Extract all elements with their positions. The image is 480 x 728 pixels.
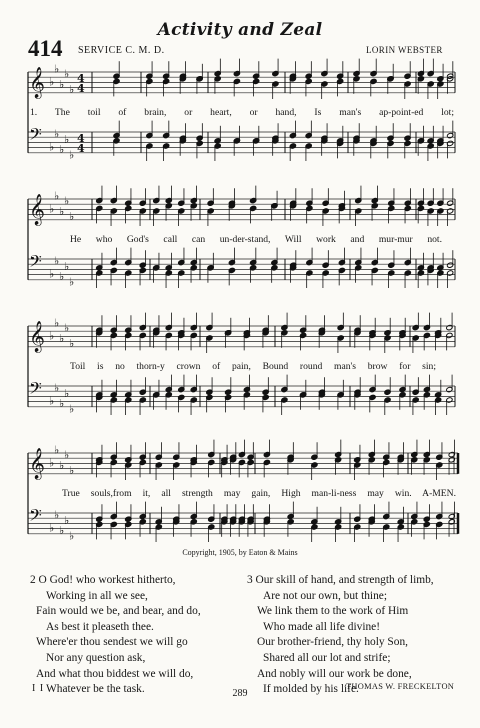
- copyright-notice: Copyright, 1905, by Eaton & Mains: [182, 548, 298, 557]
- flat-icon: ♭: [64, 67, 70, 81]
- flat-icon: ♭: [69, 148, 75, 162]
- flat-icon: ♭: [54, 254, 60, 268]
- flat-icon: ♭: [69, 529, 75, 543]
- treble-clef-icon: 𝄞: [29, 448, 45, 479]
- flat-icon: ♭: [49, 329, 55, 343]
- stanza-line: Whatever be the task.: [46, 683, 145, 696]
- stanza-line: Are not our own, but thine;: [263, 589, 388, 602]
- flat-icon: ♭: [59, 332, 65, 345]
- stanza-line: Nor any question ask,: [46, 651, 146, 664]
- stanza-line: Shared all our lot and strife;: [263, 651, 391, 664]
- flat-icon: ♭: [69, 402, 75, 416]
- stanza-line: Where'er thou sendest we will go: [36, 636, 188, 649]
- page-number: 289: [232, 688, 248, 699]
- flat-icon: ♭: [54, 508, 60, 522]
- flat-icon: ♭: [64, 132, 70, 146]
- flat-icon: ♭: [49, 394, 55, 408]
- flat-icon: ♭: [54, 443, 60, 457]
- tune-name: SERVICE C. M. D.: [78, 45, 165, 56]
- translator-credit: THOMAS W. FRECKELTON: [346, 682, 455, 691]
- stanza-line: And what thou biddest we will do,: [36, 667, 194, 680]
- time-signature: 4: [77, 142, 85, 155]
- signature-mark: I I: [32, 683, 45, 694]
- stanza-line: If molded by his life.: [263, 683, 359, 696]
- bass-clef-icon: 𝄢: [29, 124, 42, 148]
- stanza-line: 3 Our skill of hand, and strength of limb,: [247, 574, 434, 586]
- stanza-line: Our brother-friend, thy holy Son,: [257, 636, 408, 649]
- stanza-line: We link them to the work of Him: [257, 605, 409, 618]
- flat-icon: ♭: [64, 386, 70, 400]
- flat-icon: ♭: [54, 127, 60, 141]
- flat-icon: ♭: [59, 459, 65, 472]
- flat-icon: ♭: [64, 448, 70, 462]
- flat-icon: ♭: [64, 194, 70, 208]
- flat-icon: ♭: [69, 275, 75, 289]
- flat-icon: ♭: [59, 78, 65, 91]
- treble-clef-icon: 𝄞: [29, 194, 45, 225]
- flat-icon: ♭: [59, 270, 65, 284]
- bass-clef-icon: 𝄢: [29, 378, 42, 402]
- section-title: Activity and Zeal: [157, 20, 323, 40]
- time-signature: 4: [77, 132, 85, 145]
- composer-credit: LORIN WEBSTER: [366, 45, 443, 55]
- flat-icon: ♭: [64, 513, 70, 527]
- stanza-line: As best it pleaseth thee.: [46, 620, 154, 633]
- time-signature: 4: [77, 82, 85, 95]
- stanza-left: [30, 573, 201, 698]
- flat-icon: ♭: [49, 521, 55, 535]
- lyric-line-4: True souls,from it, all strength may gain, High man-li-ness may win. A-MEN.: [62, 488, 456, 499]
- time-signature: 4: [77, 72, 85, 85]
- bass-clef-icon: 𝄢: [29, 251, 42, 275]
- treble-clef-icon: 𝄞: [29, 67, 45, 98]
- flat-icon: ♭: [69, 337, 75, 351]
- flat-icon: ♭: [54, 381, 60, 395]
- flat-icon: ♭: [49, 267, 55, 281]
- flat-icon: ♭: [54, 62, 60, 76]
- treble-clef-icon: 𝄞: [29, 321, 45, 352]
- stanza-line: Fain would we be, and bear, and do,: [36, 605, 201, 618]
- flat-icon: ♭: [69, 464, 75, 478]
- flat-icon: ♭: [64, 259, 70, 273]
- lyric-line-3: Toil is no thorn-y crown of pain, Bound round man's brow for sin;: [70, 361, 436, 372]
- flat-icon: ♭: [69, 83, 75, 97]
- hymn-number: 414: [28, 36, 63, 61]
- flat-icon: ♭: [49, 140, 55, 154]
- stanza-right: [247, 573, 434, 698]
- flat-icon: ♭: [59, 205, 65, 218]
- flat-icon: ♭: [49, 202, 55, 216]
- lyric-line-2: He who God's call can un-der-stand, Will work and mur-mur not.: [70, 234, 442, 245]
- stanza-line: Working in all we see,: [46, 589, 148, 602]
- flat-icon: ♭: [59, 397, 65, 411]
- bass-clef-icon: 𝄢: [29, 505, 42, 529]
- stanza-line: 2 O God! who workest hitherto,: [30, 574, 176, 586]
- flat-icon: ♭: [49, 456, 55, 470]
- stanza-line: Who made all life divine!: [263, 620, 381, 633]
- flat-icon: ♭: [54, 316, 60, 330]
- stanza-line: And nobly will our work be done,: [257, 667, 412, 680]
- flat-icon: ♭: [59, 143, 65, 157]
- flat-icon: ♭: [64, 321, 70, 335]
- flat-icon: ♭: [59, 524, 65, 538]
- flat-icon: ♭: [54, 189, 60, 203]
- lyric-line-1: 1. The toil of brain, or heart, or hand, Is man's ap-point-ed lot;: [30, 107, 454, 118]
- flat-icon: ♭: [49, 75, 55, 89]
- flat-icon: ♭: [69, 210, 75, 224]
